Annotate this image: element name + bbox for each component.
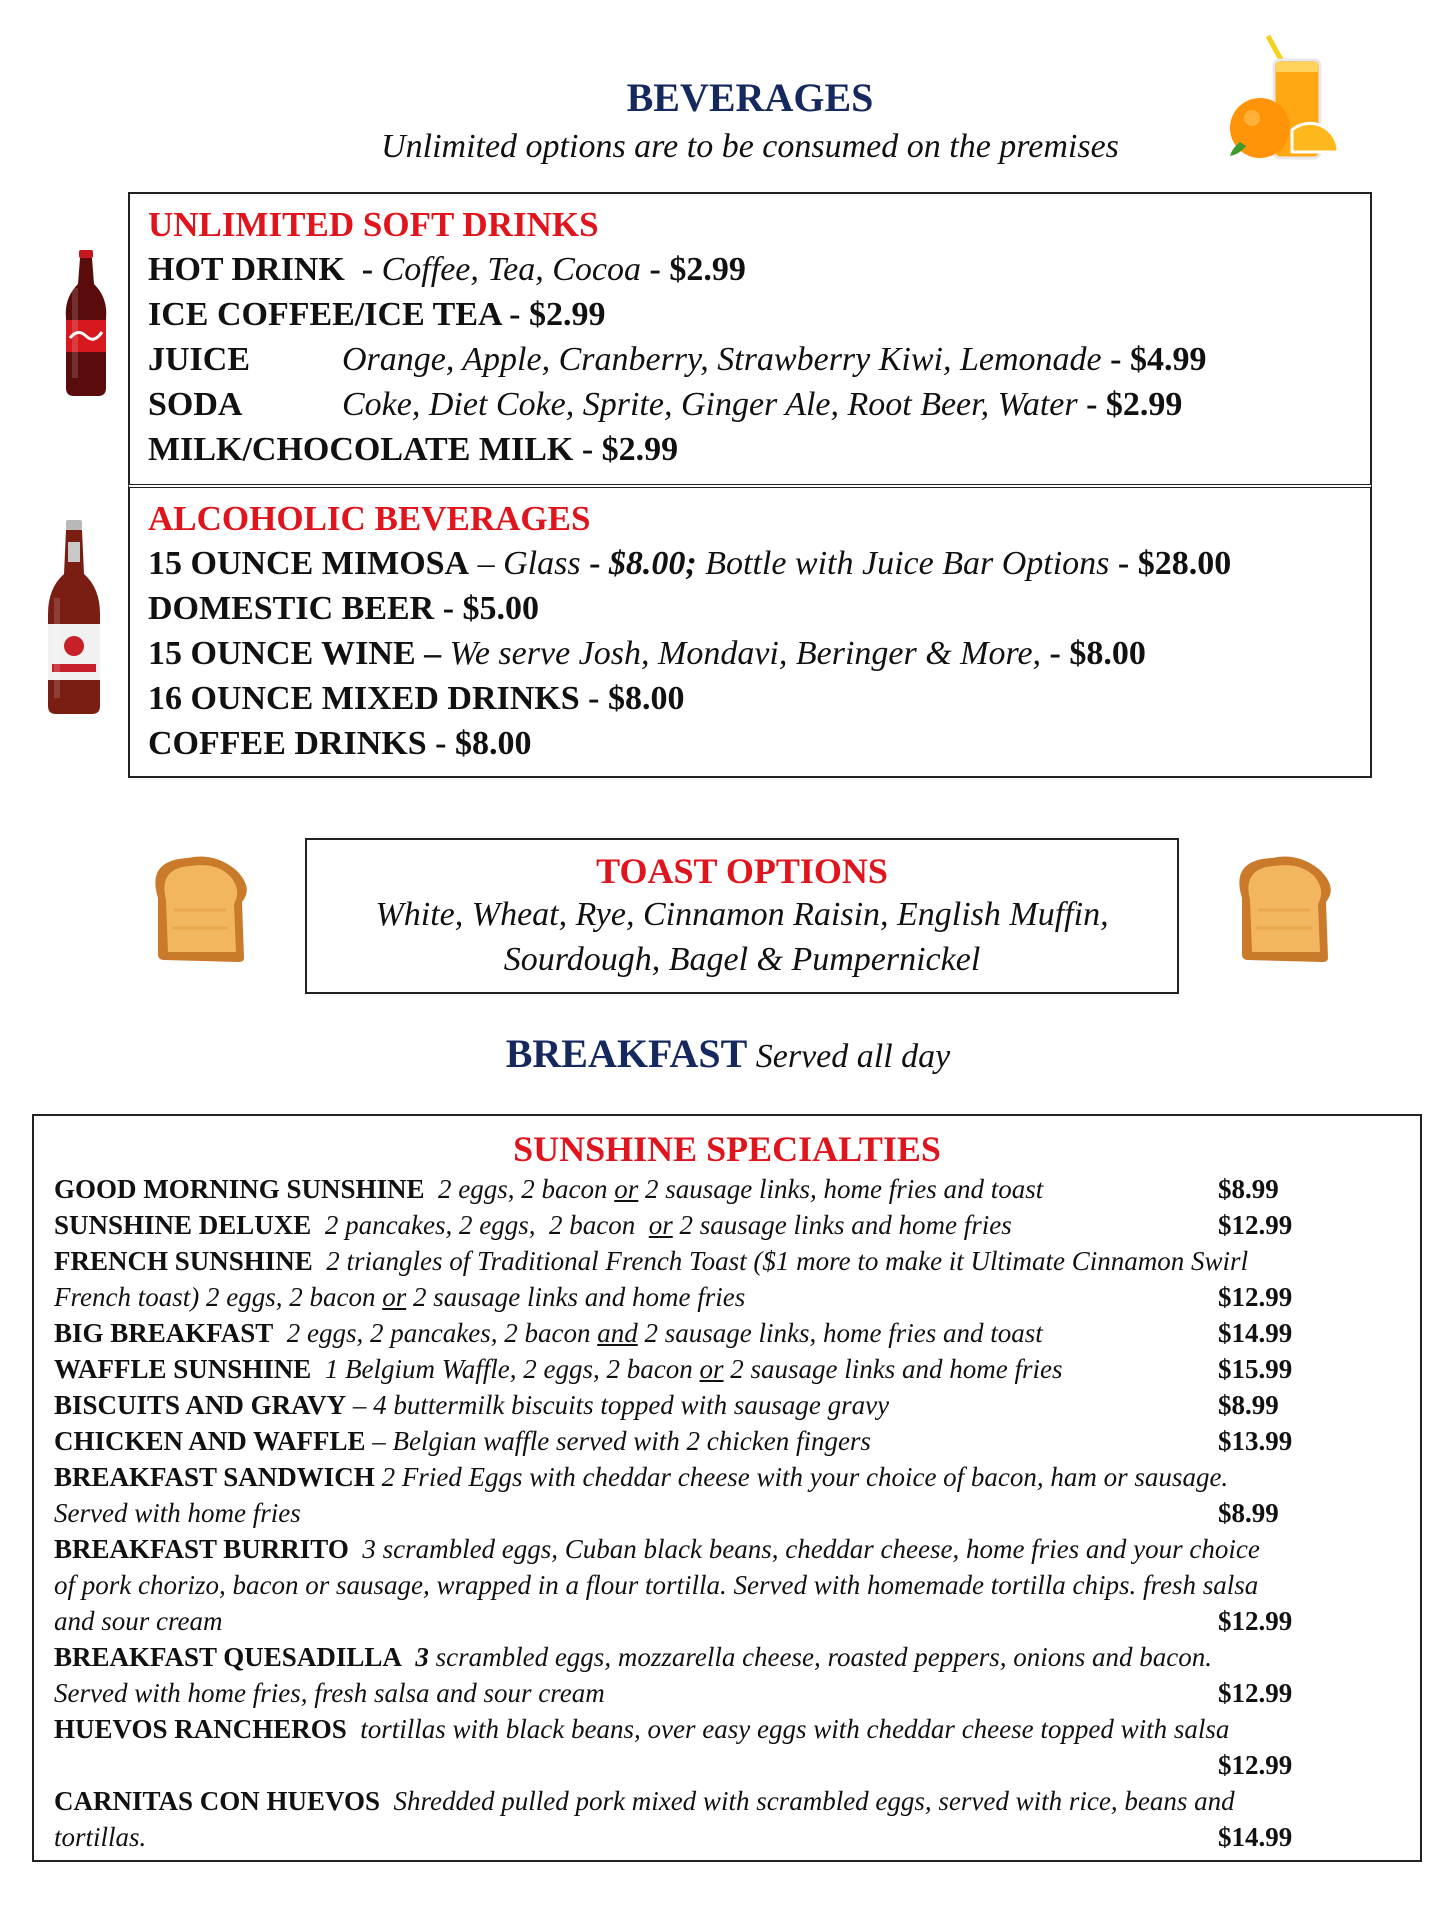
item-price: $12.99 — [1218, 1678, 1293, 1708]
item-price: $15.99 — [1218, 1354, 1293, 1384]
wine-price: - $8.00 — [1041, 635, 1146, 672]
cola-bottle-icon — [58, 248, 114, 398]
item-name: HUEVOS RANCHEROS — [54, 1714, 347, 1744]
menu-item-breakfast-burrito-line2 — [54, 1570, 1258, 1601]
hot-drink-sep: - — [344, 251, 382, 288]
mimosa-label: 15 OUNCE MIMOSA — [148, 545, 470, 582]
item-desc: – 4 buttermilk biscuits topped with sausage gravy — [346, 1390, 890, 1420]
mimosa-sep: – — [469, 545, 504, 582]
item-name: BISCUITS AND GRAVY — [54, 1390, 347, 1420]
menu-item-sunshine-deluxe — [54, 1210, 1012, 1241]
item-desc: and sour cream — [54, 1606, 223, 1636]
soda-desc: Coke, Diet Coke, Sprite, Ginger Ale, Root Beer, Water — [342, 386, 1078, 423]
item-desc: Served with home fries, fresh salsa and sour cream — [54, 1678, 605, 1708]
item-name: FRENCH SUNSHINE — [54, 1246, 313, 1276]
item-desc: 2 sausage links and home fries — [672, 1210, 1012, 1240]
toast-line-2: Sourdough, Bagel & Pumpernickel — [503, 941, 981, 978]
item-name: CARNITAS CON HUEVOS — [54, 1786, 381, 1816]
menu-item-huevos-rancheros — [54, 1714, 1229, 1745]
toast-slice-icon-right — [1226, 850, 1346, 966]
mimosa-bottle: Bottle with Juice Bar Options — [696, 545, 1110, 582]
item-desc-underline: or — [648, 1210, 673, 1240]
item-desc: 2 eggs, 2 pancakes, 2 bacon — [273, 1318, 598, 1348]
menu-item-carnitas-con-huevos — [54, 1786, 1235, 1817]
mixed-drinks-line: 16 OUNCE MIXED DRINKS - $8.00 — [148, 680, 685, 717]
menu-item-good-morning-sunshine — [54, 1174, 1043, 1205]
beverages-subtitle: Unlimited options are to be consumed on the premises — [381, 128, 1119, 165]
soft-drinks-box — [128, 192, 1372, 484]
item-desc-underline: or — [699, 1354, 724, 1384]
item-desc: 2 sausage links, home fries and toast — [638, 1174, 1044, 1204]
soda-line — [148, 382, 1206, 427]
alcoholic-box — [128, 484, 1372, 778]
breakfast-title: BREAKFAST — [505, 1031, 748, 1076]
toast-slice-icon-left — [142, 850, 262, 966]
menu-item-french-sunshine-line2 — [54, 1282, 745, 1313]
item-desc: 2 eggs, 2 bacon — [424, 1174, 615, 1204]
juice-desc: Orange, Apple, Cranberry, Strawberry Kiwi, Lemonade — [342, 341, 1102, 378]
juice-line — [148, 337, 1206, 382]
item-name: GOOD MORNING SUNSHINE — [54, 1174, 425, 1204]
item-desc: tortillas. — [54, 1822, 147, 1852]
item-desc: 3 scrambled eggs, Cuban black beans, cheddar cheese, home fries and your choice — [348, 1534, 1260, 1564]
menu-item-carnitas-con-huevos-line2 — [54, 1822, 146, 1853]
item-price: $12.99 — [1218, 1282, 1293, 1312]
coffee-drinks-line: COFFEE DRINKS - $8.00 — [148, 725, 532, 762]
menu-item-breakfast-quesadilla — [54, 1642, 1212, 1673]
soft-drinks-heading: UNLIMITED SOFT DRINKS — [148, 205, 599, 244]
toast-heading: TOAST OPTIONS — [596, 851, 888, 891]
soda-price: - $2.99 — [1077, 386, 1183, 423]
item-desc-underline: and — [597, 1318, 638, 1348]
mimosa-dash: - — [580, 545, 609, 582]
item-desc: 2 sausage links and home fries — [723, 1354, 1063, 1384]
item-desc: tortillas with black beans, over easy eggs with cheddar cheese topped with salsa — [346, 1714, 1230, 1744]
item-desc-underline: or — [614, 1174, 639, 1204]
item-desc: 1 Belgium Waffle, 2 eggs, 2 bacon — [311, 1354, 700, 1384]
item-desc: Shredded pulled pork mixed with scrambled eggs, served with rice, beans and — [380, 1786, 1235, 1816]
juice-label: JUICE — [148, 341, 251, 378]
breakfast-box — [32, 1114, 1422, 1862]
menu-item-chicken-and-waffle — [54, 1426, 871, 1457]
toast-line-1: White, Wheat, Rye, Cinnamon Raisin, English Muffin, — [375, 896, 1109, 933]
breakfast-title-line — [0, 1030, 1440, 1077]
mimosa-glass: Glass — [503, 545, 581, 582]
menu-item-breakfast-burrito-line3 — [54, 1606, 223, 1637]
menu-item-breakfast-quesadilla-line2 — [54, 1678, 605, 1709]
beer-line: DOMESTIC BEER - $5.00 — [148, 590, 540, 627]
menu-item-biscuits-and-gravy — [54, 1390, 889, 1421]
breakfast-subtitle: Served all day — [747, 1038, 951, 1075]
item-desc: 2 sausage links, home fries and toast — [637, 1318, 1043, 1348]
item-price: $8.99 — [1218, 1498, 1279, 1528]
item-desc: 2 sausage links and home fries — [406, 1282, 746, 1312]
item-name: BREAKFAST BURRITO — [54, 1534, 349, 1564]
menu-item-breakfast-sandwich — [54, 1462, 1228, 1493]
mimosa-line — [148, 541, 1231, 586]
item-desc: 2 Fried Eggs with cheddar cheese with your choice of bacon, ham or sausage. — [374, 1462, 1229, 1492]
item-price: $13.99 — [1218, 1426, 1293, 1456]
item-price: $8.99 — [1218, 1390, 1279, 1420]
item-price: $8.99 — [1218, 1174, 1279, 1204]
orange-juice-icon — [1226, 30, 1346, 170]
hot-drink-price: - $2.99 — [641, 251, 746, 288]
menu-item-breakfast-sandwich-line2 — [54, 1498, 301, 1529]
item-desc: 2 pancakes, 2 eggs, 2 bacon — [311, 1210, 649, 1240]
item-desc: Served with home fries — [54, 1498, 301, 1528]
mimosa-bottle-price: - $28.00 — [1109, 545, 1232, 582]
hot-drink-desc: Coffee, Tea, Cocoa — [381, 251, 642, 288]
item-name: SUNSHINE DELUXE — [54, 1210, 312, 1240]
ice-coffee-line: ICE COFFEE/ICE TEA - $2.99 — [148, 296, 606, 333]
item-name: BIG BREAKFAST — [54, 1318, 274, 1348]
wine-desc: We serve Josh, Mondavi, Beringer & More, — [449, 635, 1042, 672]
item-desc: – Belgian waffle served with 2 chicken fingers — [365, 1426, 871, 1456]
item-name: WAFFLE SUNSHINE — [54, 1354, 312, 1384]
item-desc: French toast) 2 eggs, 2 bacon — [54, 1282, 383, 1312]
soda-label: SODA — [148, 386, 243, 423]
milk-line: MILK/CHOCOLATE MILK - $2.99 — [148, 431, 679, 468]
juice-price: - $4.99 — [1101, 341, 1207, 378]
item-name: BREAKFAST QUESADILLA — [54, 1642, 402, 1672]
item-name: CHICKEN AND WAFFLE — [54, 1426, 366, 1456]
item-price: $12.99 — [1218, 1606, 1293, 1636]
menu-item-breakfast-burrito — [54, 1534, 1260, 1565]
item-desc-underline: or — [382, 1282, 407, 1312]
wine-label: 15 OUNCE WINE – — [148, 635, 450, 672]
hot-drink-line — [148, 247, 1206, 292]
item-price: $12.99 — [1218, 1750, 1293, 1780]
item-price: $12.99 — [1218, 1210, 1293, 1240]
alcoholic-heading: ALCOHOLIC BEVERAGES — [148, 499, 591, 538]
beverages-title: BEVERAGES — [626, 75, 874, 120]
menu-item-waffle-sunshine — [54, 1354, 1063, 1385]
item-desc: 2 triangles of Traditional French Toast ($1 more to make it Ultimate Cinnamon Swirl — [312, 1246, 1249, 1276]
item-desc: scrambled eggs, mozzarella cheese, roasted peppers, onions and bacon. — [428, 1642, 1212, 1672]
wine-line — [148, 631, 1231, 676]
mimosa-glass-price: $8.00; — [608, 545, 697, 582]
item-desc: of pork chorizo, bacon or sausage, wrapped in a flour tortilla. Served with homemade tortilla chips. fresh salsa — [54, 1570, 1259, 1600]
menu-item-big-breakfast — [54, 1318, 1043, 1349]
item-name: BREAKFAST SANDWICH — [54, 1462, 375, 1492]
menu-item-french-sunshine — [54, 1246, 1248, 1277]
item-desc-bold: 3 — [401, 1642, 429, 1672]
toast-options-box — [305, 838, 1179, 994]
item-price: $14.99 — [1218, 1318, 1293, 1348]
beer-bottle-icon — [44, 518, 104, 716]
item-price: $14.99 — [1218, 1822, 1293, 1852]
hot-drink-label: HOT DRINK — [148, 251, 345, 288]
specialties-heading: SUNSHINE SPECIALTIES — [513, 1129, 941, 1169]
